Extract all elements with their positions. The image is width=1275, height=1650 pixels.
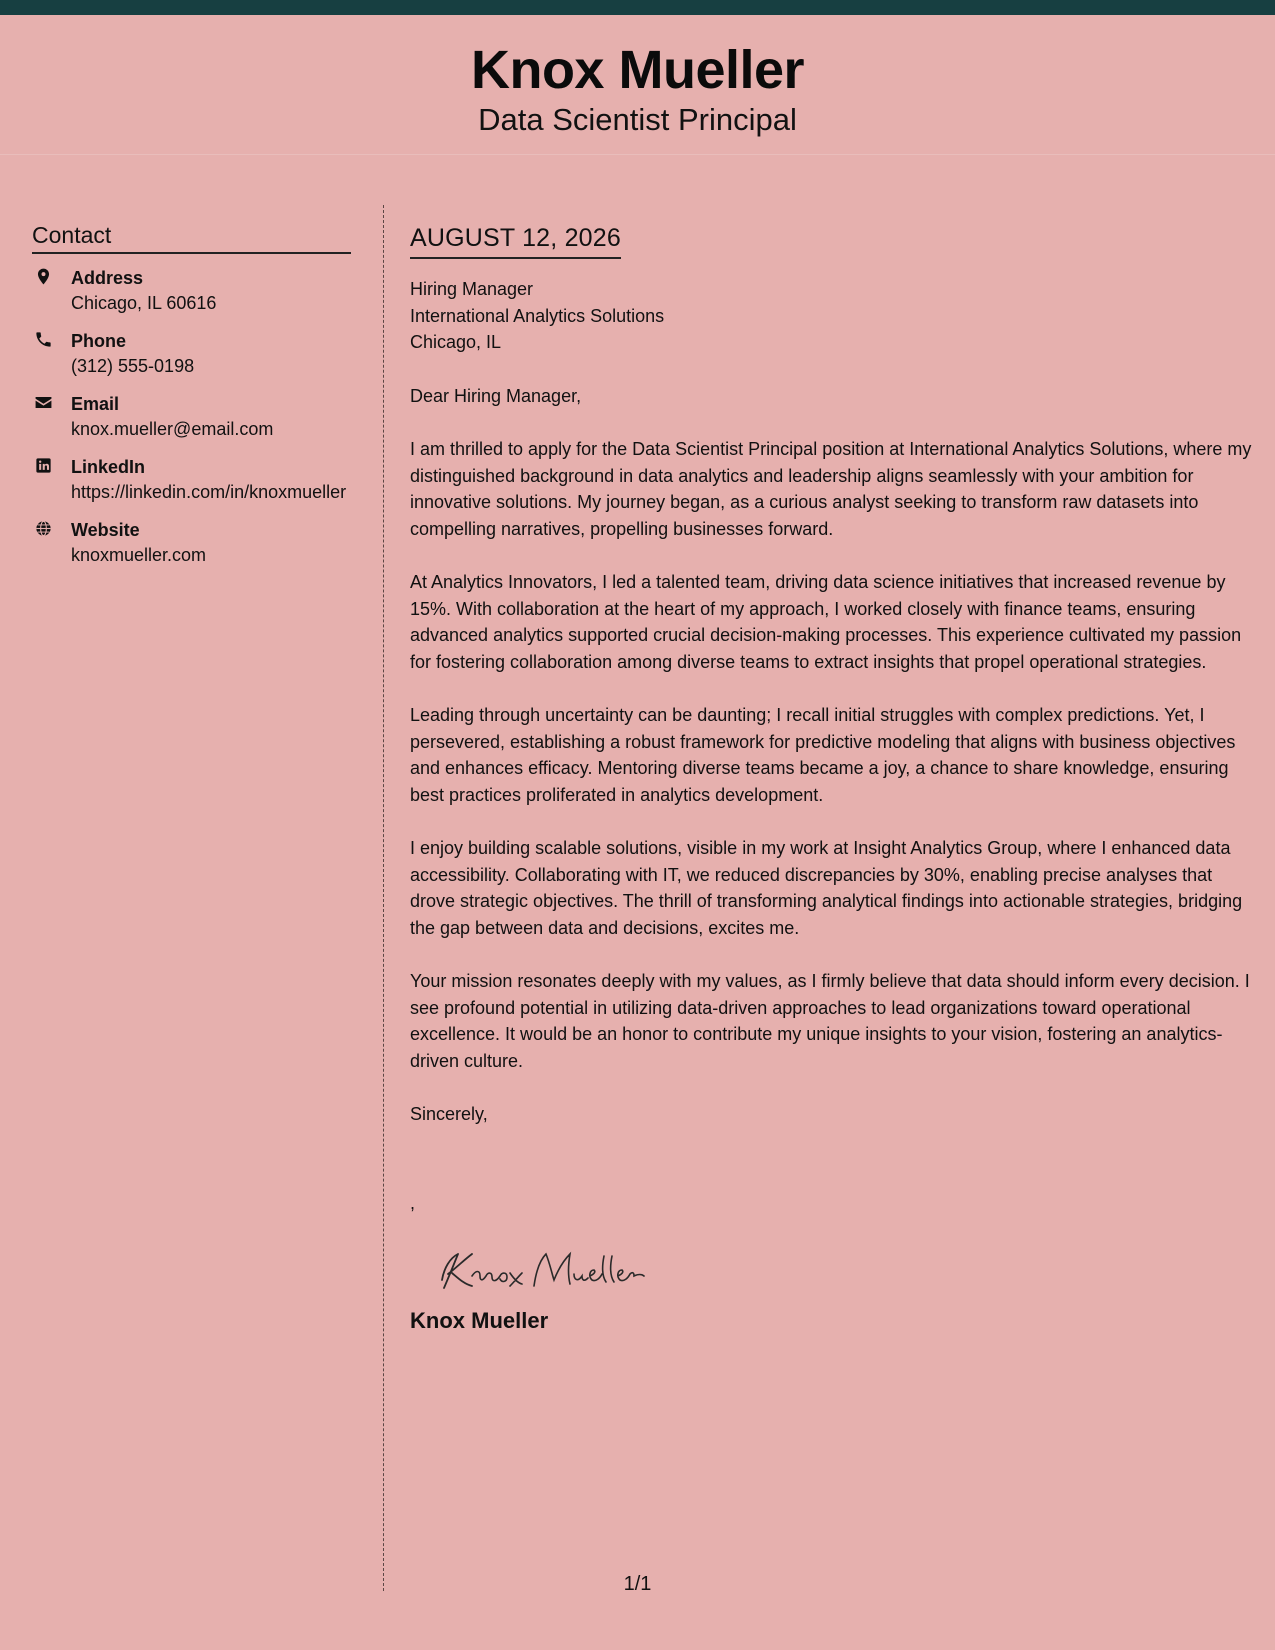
globe-icon bbox=[34, 519, 53, 538]
recipient-line: International Analytics Solutions bbox=[410, 305, 665, 326]
linkedin-value[interactable]: https://linkedin.com/in/knoxmueller bbox=[71, 482, 347, 502]
contact-item-website bbox=[32, 518, 351, 568]
recipient-block bbox=[410, 276, 1255, 356]
letter-paragraph: I enjoy building scalable solutions, visible in my work at Insight Analytics Group, where I enhanced data accessibility. Collaborating with IT, we reduced discrepancies by 30%, enabling precise analyses that drove strategic objectives. The thrill of transforming analytical findings into actionable strategies, bridging the gap between data and decisions, excites me. bbox=[410, 838, 1243, 938]
candidate-name: Knox Mueller bbox=[470, 40, 805, 100]
letter-paragraph: Leading through uncertainty can be daunting; I recall initial struggles with complex predictions. Yet, I persevered, establishing a robust framework for predictive modeling that aligns with business objectives and enhances efficacy. Mentoring diverse teams became a joy, a chance to share knowledge, ensuring best practices proliferated in analytics development. bbox=[410, 705, 1236, 805]
contact-label: LinkedIn bbox=[71, 457, 146, 477]
page-number: 1/1 bbox=[623, 1573, 652, 1595]
map-pin-icon bbox=[34, 267, 53, 286]
contact-sidebar bbox=[32, 218, 351, 581]
contact-item-phone bbox=[32, 329, 351, 379]
address-value: Chicago, IL 60616 bbox=[71, 293, 217, 313]
job-title: Data Scientist Principal bbox=[478, 102, 797, 137]
salutation: Dear Hiring Manager, bbox=[410, 385, 582, 406]
letter-paragraph: At Analytics Innovators, I led a talented team, driving data science initiatives that increased revenue by 15%. With collaboration at the heart of my approach, I worked closely with finance teams, ensuring advanced analytics supported crucial decision-making processes. This experience cultivated my passion for fostering collaboration among diverse teams to extract insights that propel operational strategies. bbox=[410, 572, 1242, 672]
email-value[interactable]: knox.mueller@email.com bbox=[71, 419, 274, 439]
closing: Sincerely, bbox=[410, 1104, 488, 1124]
letter-paragraph: I am thrilled to apply for the Data Scientist Principal position at International Analytics Solutions, where my distinguished background in data analytics and leadership aligns seamlessly with your ambition for innovative solutions. My journey began, as a curious analyst seeking to transform raw datasets into compelling narratives, propelling businesses forward. bbox=[410, 439, 1252, 539]
phone-icon bbox=[34, 330, 53, 349]
top-accent-bar bbox=[0, 0, 1275, 15]
contact-heading: Contact bbox=[32, 218, 351, 254]
signer-name: Knox Mueller bbox=[410, 1308, 549, 1333]
contact-label: Website bbox=[71, 520, 140, 540]
envelope-icon bbox=[34, 393, 53, 412]
contact-item-address bbox=[32, 266, 351, 316]
recipient-line: Hiring Manager bbox=[410, 279, 534, 299]
letter-date: AUGUST 12, 2026 bbox=[410, 220, 621, 259]
recipient-line: Chicago, IL bbox=[410, 332, 502, 352]
website-value[interactable]: knoxmueller.com bbox=[71, 545, 207, 565]
contact-label: Phone bbox=[71, 331, 127, 351]
linkedin-icon bbox=[34, 456, 53, 475]
contact-item-email bbox=[32, 392, 351, 442]
handwritten-signature bbox=[428, 1246, 658, 1298]
contact-item-linkedin bbox=[32, 455, 351, 505]
comma-line: , bbox=[410, 1192, 416, 1213]
column-divider bbox=[383, 205, 384, 1591]
phone-value[interactable]: (312) 555-0198 bbox=[71, 356, 195, 376]
header bbox=[0, 15, 1275, 155]
contact-label: Address bbox=[71, 268, 144, 288]
letter-paragraph: Your mission resonates deeply with my values, as I firmly believe that data should inform every decision. I see profound potential in utilizing data-driven approaches to lead organizations toward operational excellence. It would be an honor to contribute my unique insights to your vision, fostering an analytics-driven culture. bbox=[410, 971, 1250, 1071]
letter-body bbox=[410, 220, 1255, 1336]
contact-label: Email bbox=[71, 394, 120, 414]
